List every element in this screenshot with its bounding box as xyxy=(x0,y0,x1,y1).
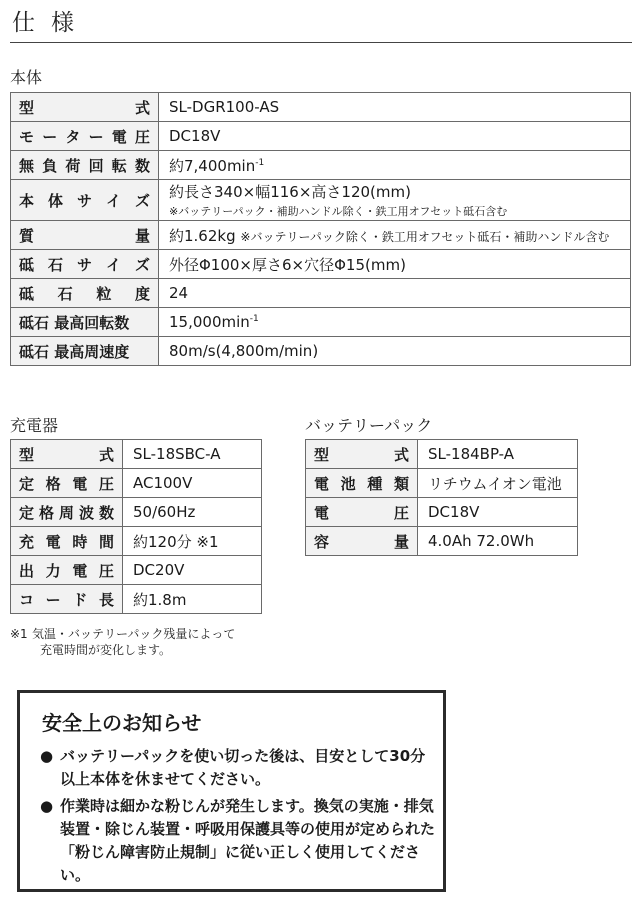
spec-label xyxy=(11,556,123,585)
spec-row xyxy=(11,337,631,366)
spec-label xyxy=(306,440,418,469)
battery-spec-table xyxy=(305,439,578,556)
title-divider xyxy=(10,42,632,43)
spec-row xyxy=(11,93,631,122)
spec-row xyxy=(11,122,631,151)
spec-value xyxy=(159,337,631,366)
spec-label-char: 池 xyxy=(340,474,356,493)
spec-value xyxy=(159,151,631,180)
safety-notice-item xyxy=(40,745,440,791)
spec-value xyxy=(123,498,262,527)
spec-label-char: ド xyxy=(72,590,88,609)
spec-label-char: 数 xyxy=(98,503,114,522)
spec-value xyxy=(159,122,631,151)
spec-value-note: ※バッテリーパック除く・鉄工用オフセット砥石・補助ハンドル含む xyxy=(240,229,610,244)
spec-label-char: 負 xyxy=(42,156,58,175)
footnote-line1: 気温・バッテリーパック残量によって xyxy=(32,627,236,641)
spec-label-char: ズ xyxy=(134,191,150,210)
spec-label-char: 量 xyxy=(393,532,409,551)
spec-row xyxy=(11,498,262,527)
spec-value-text: DC20V xyxy=(133,561,185,579)
spec-row xyxy=(11,469,262,498)
spec-value xyxy=(159,221,631,250)
charger-spec-table xyxy=(10,439,262,614)
spec-value xyxy=(123,556,262,585)
spec-value-text: 外径Φ100×厚さ6×穴径Φ15(mm) xyxy=(169,255,406,274)
spec-label-char: 式 xyxy=(134,98,150,117)
spec-value xyxy=(159,180,631,221)
spec-label-char: 本 xyxy=(19,191,35,210)
spec-value-exponent: -1 xyxy=(255,157,265,168)
spec-label-char: 度 xyxy=(134,284,150,303)
spec-label-char: 式 xyxy=(98,445,114,464)
spec-label-char: 波 xyxy=(78,503,94,522)
spec-row xyxy=(11,440,262,469)
spec-label-char: ズ xyxy=(134,255,150,274)
spec-value-text: 4.0Ah 72.0Wh xyxy=(428,532,535,550)
main-unit-spec-table xyxy=(10,92,631,366)
spec-value-note: ※バッテリーパック・補助ハンドル除く・鉄工用オフセット砥石含む xyxy=(169,205,508,218)
spec-label-char: イ xyxy=(105,255,121,274)
spec-value-text: 80m/s(4,800m/min) xyxy=(169,342,319,360)
spec-label-char: サ xyxy=(76,255,92,274)
spec-label xyxy=(11,180,159,221)
spec-row xyxy=(11,527,262,556)
bullet-icon: ● xyxy=(40,747,54,765)
spec-value-text: 24 xyxy=(169,284,189,302)
spec-row xyxy=(11,556,262,585)
spec-row xyxy=(11,308,631,337)
spec-label-char: 式 xyxy=(393,445,409,464)
spec-label-char: 粒 xyxy=(96,284,112,303)
spec-label-char: 砥石 最高周速度 xyxy=(19,342,130,361)
battery-heading: バッテリーパック xyxy=(305,416,433,435)
safety-notice-text: バッテリーパックを使い切った後は、目安として30分以上本体を休ませてください。 xyxy=(60,747,426,788)
spec-row xyxy=(306,469,578,498)
spec-label xyxy=(306,527,418,556)
spec-row xyxy=(11,279,631,308)
spec-label xyxy=(11,93,159,122)
spec-value xyxy=(159,93,631,122)
spec-row xyxy=(11,221,631,250)
page-title: 仕様 xyxy=(12,10,90,36)
spec-label-char: 石 xyxy=(47,255,63,274)
spec-label-char: 圧 xyxy=(98,474,114,493)
spec-value-text: リチウムイオン電池 xyxy=(428,474,562,493)
spec-row xyxy=(11,585,262,614)
spec-value xyxy=(418,527,578,556)
spec-value-text: 15,000min xyxy=(169,313,250,331)
spec-label-char: 石 xyxy=(57,284,73,303)
spec-label-char: 種 xyxy=(367,474,383,493)
safety-notice-title: 安全上のお知らせ xyxy=(42,711,202,735)
spec-label-char: 容 xyxy=(314,532,330,551)
spec-value-exponent: -1 xyxy=(249,314,259,324)
spec-label-char: 砥 xyxy=(19,284,35,303)
spec-label-char: 格 xyxy=(45,474,61,493)
spec-row xyxy=(11,180,631,221)
spec-label-char: 周 xyxy=(58,503,74,522)
spec-row xyxy=(306,498,578,527)
safety-notice-text: 作業時は細かな粉じんが発生します。換気の実施・排気装置・除じん装置・呼吸用保護具等の使用が定められた「粉じん障害防止規制」に従い正しく使用してください。 xyxy=(60,797,436,884)
spec-label-char: 長 xyxy=(98,590,114,609)
spec-label-char: 回 xyxy=(88,156,104,175)
spec-value-text: SL-184BP-A xyxy=(428,445,515,463)
spec-label xyxy=(11,279,159,308)
spec-label-char: ー xyxy=(42,127,58,146)
spec-row xyxy=(11,151,631,180)
safety-notice-box xyxy=(17,690,446,892)
spec-label xyxy=(11,337,159,366)
spec-label xyxy=(306,498,418,527)
spec-value-text: SL-DGR100-AS xyxy=(169,98,280,116)
spec-value xyxy=(123,585,262,614)
spec-value xyxy=(418,498,578,527)
spec-label-char: ー xyxy=(88,127,104,146)
spec-value-text: 50/60Hz xyxy=(133,503,196,521)
spec-value-text: SL-18SBC-A xyxy=(133,445,221,463)
spec-label-char: コ xyxy=(19,590,35,609)
spec-value xyxy=(159,308,631,337)
spec-label-char: 時 xyxy=(72,532,88,551)
spec-label-char: 電 xyxy=(72,561,88,580)
spec-value xyxy=(418,469,578,498)
spec-label-char: 定 xyxy=(19,474,35,493)
spec-label xyxy=(306,469,418,498)
spec-label-char: 電 xyxy=(45,532,61,551)
spec-label xyxy=(11,308,159,337)
spec-label xyxy=(11,151,159,180)
spec-label xyxy=(11,527,123,556)
spec-label xyxy=(11,585,123,614)
spec-value-text: 約1.62kg xyxy=(169,226,236,245)
spec-label-char: 圧 xyxy=(98,561,114,580)
spec-label xyxy=(11,221,159,250)
spec-row xyxy=(306,440,578,469)
spec-label xyxy=(11,469,123,498)
spec-label-char: タ xyxy=(65,127,81,146)
spec-value-text: 約長さ340×幅116×高さ120(mm) xyxy=(169,183,411,201)
spec-label-char: モ xyxy=(19,127,35,146)
spec-label-char: 格 xyxy=(38,503,54,522)
main-unit-heading: 本体 xyxy=(10,68,43,87)
spec-value xyxy=(159,250,631,279)
spec-label-char: 質 xyxy=(19,226,35,245)
spec-value-text: 約1.8m xyxy=(133,590,187,609)
spec-value xyxy=(123,469,262,498)
spec-label-char: 力 xyxy=(45,561,61,580)
spec-label-char: 型 xyxy=(19,98,35,117)
spec-value-text: 約7,400min xyxy=(169,156,256,175)
spec-label xyxy=(11,250,159,279)
spec-label-char: サ xyxy=(76,191,92,210)
spec-label-char: 圧 xyxy=(393,503,409,522)
spec-value xyxy=(418,440,578,469)
spec-value xyxy=(123,527,262,556)
spec-label xyxy=(11,122,159,151)
spec-value-text: DC18V xyxy=(169,127,221,145)
spec-label-char: 充 xyxy=(19,532,35,551)
spec-row xyxy=(306,527,578,556)
footnote-mark: ※1 xyxy=(10,627,28,641)
spec-label xyxy=(11,440,123,469)
spec-label-char: 圧 xyxy=(134,127,150,146)
spec-label-char: 電 xyxy=(314,474,330,493)
spec-value-text: DC18V xyxy=(428,503,480,521)
footnote-line2: 充電時間が変化します。 xyxy=(40,643,172,657)
spec-label-char: 無 xyxy=(19,156,35,175)
charging-footnote xyxy=(10,626,235,658)
spec-value xyxy=(123,440,262,469)
spec-label-char: 出 xyxy=(19,561,35,580)
spec-label-char: 量 xyxy=(134,226,150,245)
spec-row xyxy=(11,250,631,279)
safety-notice-item xyxy=(40,795,440,887)
spec-label-char: 電 xyxy=(111,127,127,146)
spec-label-char: 砥 xyxy=(19,255,35,274)
spec-label-char: ー xyxy=(45,590,61,609)
spec-label-char: 型 xyxy=(19,445,35,464)
spec-label-char: 類 xyxy=(393,474,409,493)
spec-label-char: イ xyxy=(105,191,121,210)
spec-label-char: 荷 xyxy=(65,156,81,175)
spec-label-char: 電 xyxy=(314,503,330,522)
spec-label xyxy=(11,498,123,527)
spec-label-char: 電 xyxy=(72,474,88,493)
spec-label-char: 数 xyxy=(134,156,150,175)
spec-label-char: 砥石 最高回転数 xyxy=(19,313,130,332)
spec-value xyxy=(159,279,631,308)
spec-value-text: 約120分 ※1 xyxy=(133,532,219,551)
spec-label-char: 定 xyxy=(19,503,35,522)
spec-label-char: 間 xyxy=(98,532,114,551)
spec-label-char: 体 xyxy=(47,191,63,210)
spec-label-char: 型 xyxy=(314,445,330,464)
bullet-icon: ● xyxy=(40,797,54,815)
spec-label-char: 転 xyxy=(111,156,127,175)
charger-heading: 充電器 xyxy=(10,416,59,435)
spec-value-text: AC100V xyxy=(133,474,193,492)
